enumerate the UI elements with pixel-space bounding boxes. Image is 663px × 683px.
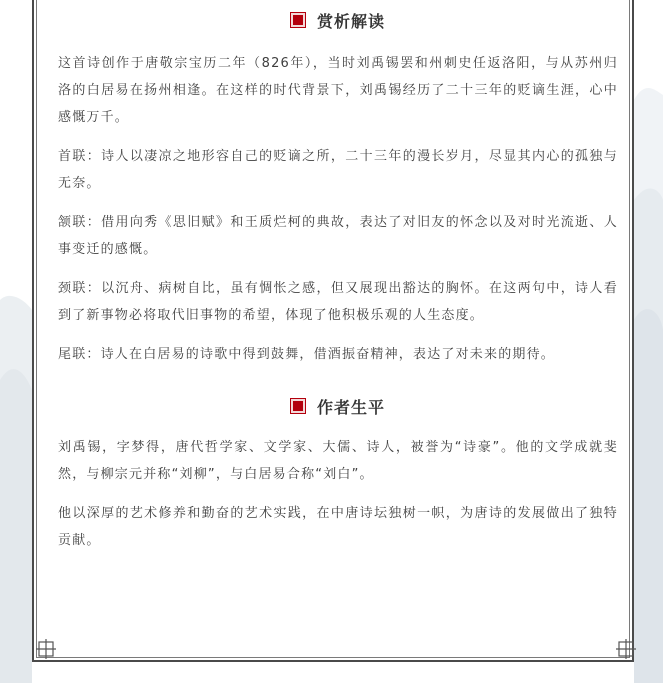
article-content bbox=[58, 0, 618, 554]
paragraph: 颔联：借用向秀《思旧赋》和王质烂柯的典故，表达了对旧友的怀念以及对时光流逝、人事变迁的感慨。 bbox=[58, 215, 618, 257]
paragraph: 首联：诗人以凄凉之地形容自己的贬谪之所，二十三年的漫长岁月，尽显其内心的孤独与无奈。 bbox=[58, 149, 618, 191]
paragraph: 刘禹锡，字梦得，唐代哲学家、文学家、大儒、诗人，被誉为“诗豪”。他的文学成就斐然，与柳宗元并称“刘柳”，与白居易合称“刘白”。 bbox=[58, 440, 618, 482]
lattice-corner-icon bbox=[616, 639, 636, 659]
red-square-icon bbox=[291, 13, 305, 27]
author-biography-section bbox=[58, 386, 618, 554]
paragraph: 颈联：以沉舟、病树自比，虽有惆怅之感，但又展现出豁达的胸怀。在这两句中，诗人看到了新事物必将取代旧事物的希望，体现了他积极乐观的人生态度。 bbox=[58, 281, 618, 323]
lattice-corner-icon bbox=[36, 639, 56, 659]
red-square-icon bbox=[291, 399, 305, 413]
paragraph: 这首诗创作于唐敬宗宝历二年（826年），当时刘禹锡罢和州刺史任返洛阳，与从苏州归洛的白居易在扬州相逢。在这样的时代背景下，刘禹锡经历了二十三年的贬谪生涯，心中感慨万千。 bbox=[58, 56, 618, 125]
section-title-text: 作者生平 bbox=[316, 397, 385, 417]
appreciation-section bbox=[58, 0, 618, 368]
paragraph: 他以深厚的艺术修养和勤奋的艺术实践，在中唐诗坛独树一帜，为唐诗的发展做出了独特贡献。 bbox=[58, 506, 618, 548]
section-title bbox=[58, 386, 618, 426]
section-title bbox=[58, 0, 618, 40]
section-title-text: 赏析解读 bbox=[316, 11, 385, 31]
paragraph: 尾联：诗人在白居易的诗歌中得到鼓舞，借酒振奋精神，表达了对未来的期待。 bbox=[58, 347, 556, 362]
